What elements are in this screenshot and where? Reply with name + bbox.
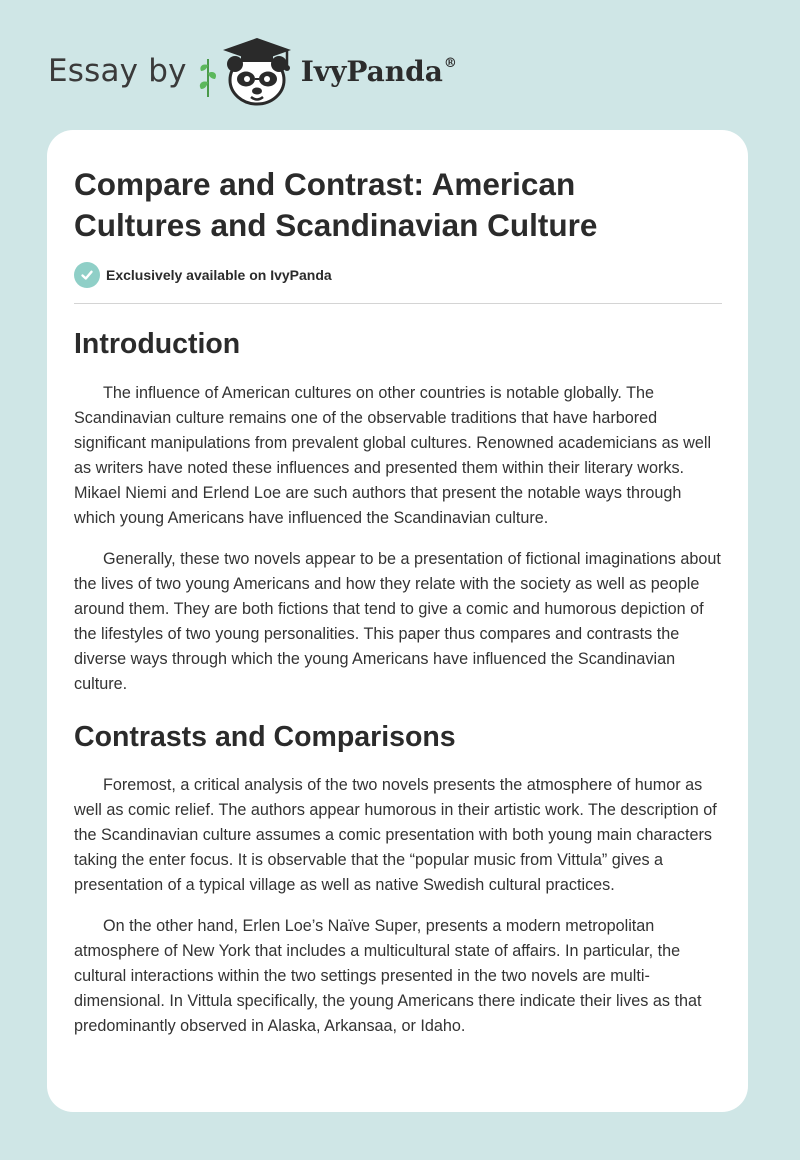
site-header [48,34,457,108]
section-heading-contrasts: Contrasts and Comparisons [74,721,456,753]
essay-card [47,130,748,1112]
exclusive-badge [74,262,332,288]
section-heading-introduction: Introduction [74,328,241,360]
brand-name[interactable]: IvyPanda® [300,54,457,88]
essay-by-label: Essay by [48,53,187,89]
essay-title: Compare and Contrast: American Cultures and Scandinavian Culture [74,166,598,243]
paragraph: Generally, these two novels appear to be a presentation of fictional imaginations about the lives of two young Americans and how they relate with the society as well as people around them. They are both fictions that tend to give a comic and humorous depiction of the lifestyles of two young personalities. This paper thus compares and contrasts the diverse ways through which the young Americans have influenced the Scandinavian culture. [74,550,721,693]
paragraph: The influence of American cultures on other countries is notable globally. The Scandinavian culture remains one of the observable traditions that have harbored significant manipulations from prevalent global cultures. Renowned academicians as well as writers have noted these influences and presented them within their literary works. Mikael Niemi and Erlend Loe are such authors that present the notable ways through which young Americans have influenced the Scandinavian culture. [74,384,712,527]
ivy-leaf-icon [197,55,219,99]
exclusive-label: Exclusively available on IvyPanda [106,267,332,283]
paragraph: On the other hand, Erlen Loe’s Naïve Super, presents a modern metropolitan atmosphere of New York that includes a multicultural state of affairs. In particular, the cultural interactions within the two settings presented in the two novels are multi-dimensional. In Vittula specifically, the young Americans there indicate their lives as that predominantly observed in Alaska, Arkansaa, or Idaho. [74,917,702,1035]
divider [74,303,722,304]
essay-body [74,320,724,1055]
registered-mark: ® [443,55,457,71]
paragraph: Foremost, a critical analysis of the two novels presents the atmosphere of humor as well as comic relief. The authors appear humorous in their artistic work. The description of the Scandinavian culture assumes a comic presentation with both young main characters taking the enter focus. It is observable that the “popular music from Vittula” gives a presentation of a typical village as well as native Swedish cultural practices. [74,776,717,894]
check-circle-icon [74,262,100,288]
panda-graduation-cap-icon [215,34,299,108]
